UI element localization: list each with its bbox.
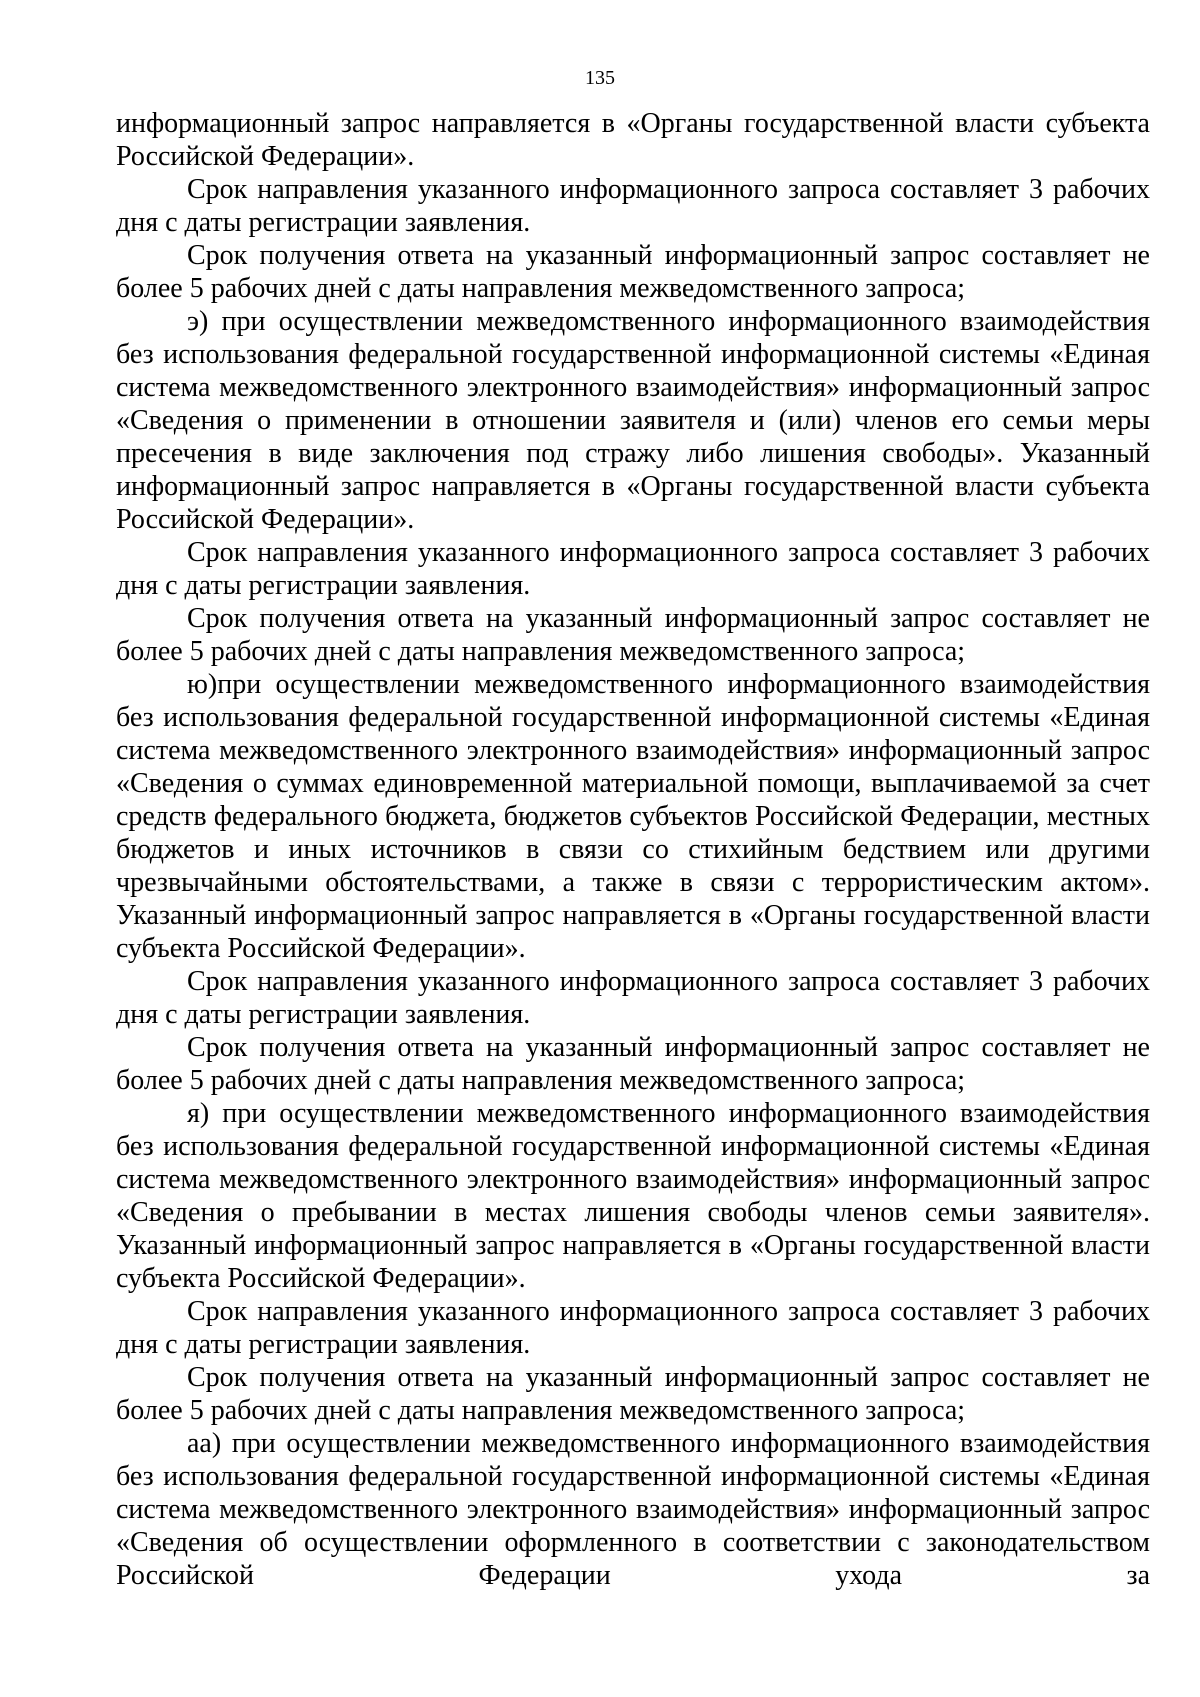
paragraph: Срок направления указанного информационного запроса составляет 3 рабочих дня с даты регистрации заявления. bbox=[116, 537, 1150, 601]
paragraph: Срок направления указанного информационного запроса составляет 3 рабочих дня с даты регистрации заявления. bbox=[116, 174, 1150, 238]
paragraph: Срок получения ответа на указанный информационный запрос составляет не более 5 рабочих дней с даты направления межведомственного запроса; bbox=[116, 240, 1150, 304]
paragraph: я) при осуществлении межведомственного информационного взаимодействия без использования федеральной государственной информационной системы «Единая система межведомственного электронного взаимодействия» информационный запрос «Сведения о пребывании в местах лишения свободы членов семьи заявителя». Указанный информационный запрос направляется в «Органы государственной власти субъекта Российской Федерации». bbox=[116, 1098, 1150, 1294]
paragraph: Срок получения ответа на указанный информационный запрос составляет не более 5 рабочих дней с даты направления межведомственного запроса; bbox=[116, 603, 1150, 667]
paragraph: информационный запрос направляется в «Органы государственной власти субъекта Российской Федерации». bbox=[116, 108, 1150, 172]
paragraph: ю)при осуществлении межведомственного информационного взаимодействия без использования федеральной государственной информационной системы «Единая система межведомственного электронного взаимодействия» информационный запрос «Сведения о суммах единовременной материальной помощи, выплачиваемой за счет средств федерального бюджета, бюджетов субъектов Российской Федерации, местных бюджетов и иных источников в связи со стихийным бедствием или другими чрезвычайными обстоятельствами, а также в связи с террористическим актом». Указанный информационный запрос направляется в «Органы государственной власти субъекта Российской Федерации». bbox=[116, 669, 1150, 964]
paragraph: Срок получения ответа на указанный информационный запрос составляет не более 5 рабочих дней с даты направления межведомственного запроса; bbox=[116, 1362, 1150, 1426]
paragraph: аа) при осуществлении межведомственного информационного взаимодействия без использования федеральной государственной информационной системы «Единая система межведомственного электронного взаимодействия» информационный запрос «Сведения об осуществлении оформленного в соответствии с законодательством Российской Федерации ухода за bbox=[116, 1428, 1150, 1591]
paragraph: э) при осуществлении межведомственного информационного взаимодействия без использования федеральной государственной информационной системы «Единая система межведомственного электронного взаимодействия» информационный запрос «Сведения о применении в отношении заявителя и (или) членов его семьи меры пресечения в виде заключения под стражу либо лишения свободы». Указанный информационный запрос направляется в «Органы государственной власти субъекта Российской Федерации». bbox=[116, 306, 1150, 535]
paragraph: Срок направления указанного информационного запроса составляет 3 рабочих дня с даты регистрации заявления. bbox=[116, 966, 1150, 1030]
paragraph: Срок получения ответа на указанный информационный запрос составляет не более 5 рабочих дней с даты направления межведомственного запроса; bbox=[116, 1032, 1150, 1096]
document-body bbox=[116, 107, 1150, 1592]
page-number: 135 bbox=[585, 67, 615, 89]
paragraph: Срок направления указанного информационного запроса составляет 3 рабочих дня с даты регистрации заявления. bbox=[116, 1296, 1150, 1360]
